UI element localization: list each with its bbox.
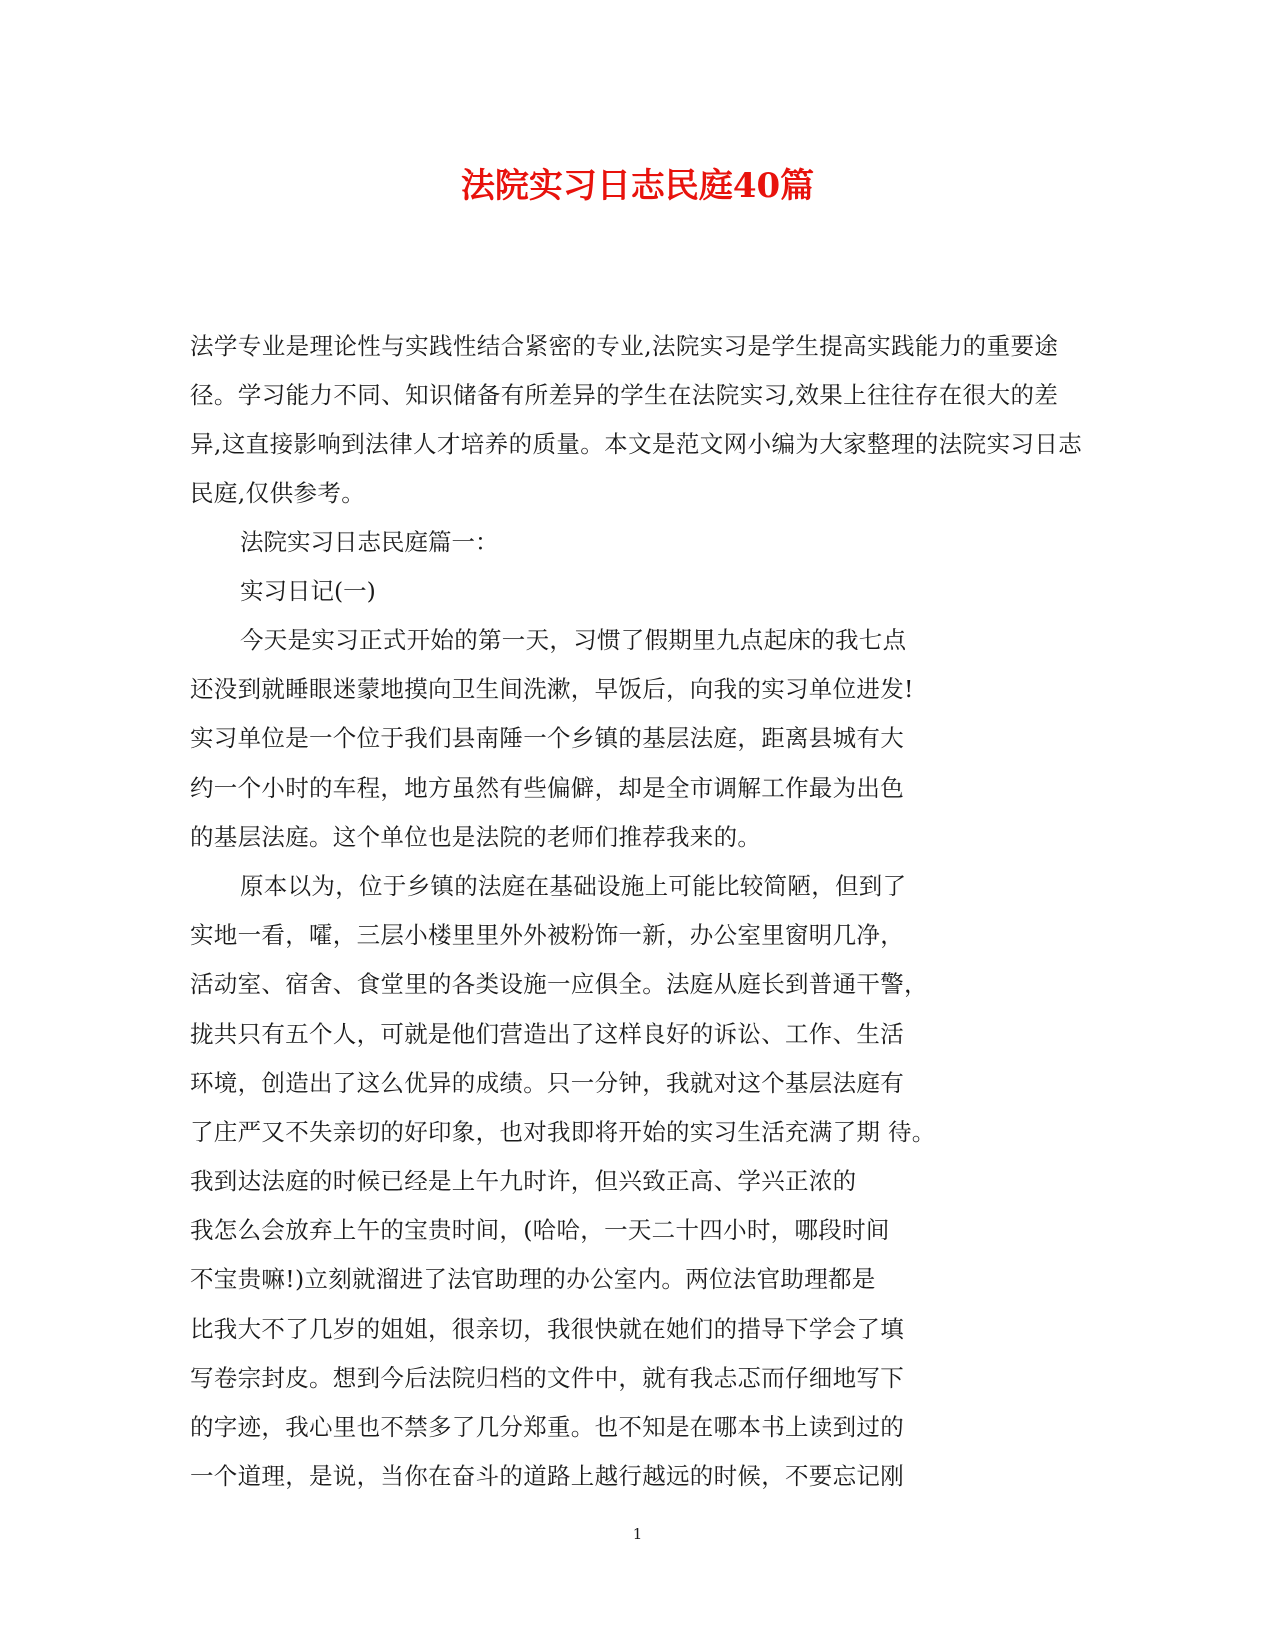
section-heading: 法院实习日志民庭篇一： — [240, 528, 499, 556]
intro-paragraph: 法学专业是理论性与实践性结合紧密的专业,法院实习是学生提高实践能力的重要途径。学习能力不同、知识储备有所差异的学生在法院实习,效果上往往存在很大的差异,这直接影响到法律人才培养的质量。本文是范文网小编为大家整理的法院实习日志民庭,仅供参考。 — [190, 332, 1083, 507]
body-line: 我到达法庭的时候已经是上午九时许，但兴致正高、学兴正浓的 — [190, 1167, 857, 1196]
document-title: 法院实习日志民庭40篇 — [460, 166, 815, 206]
body-line: 今天是实习正式开始的第一天，习惯了假期里九点起床的我七点 — [240, 626, 907, 654]
body-line: 约一个小时的车程，地方虽然有些偏僻，却是全市调解工作最为出色 — [190, 773, 904, 802]
diary-body — [190, 616, 1090, 1501]
body-line: 我怎么会放弃上午的宝贵时间，(哈哈，一天二十四小时，哪段时间 — [190, 1216, 890, 1245]
body-line: 比我大不了几岁的姐姐，很亲切，我很快就在她们的措导下学会了填 — [190, 1314, 904, 1343]
body-line: 环境，创造出了这么优异的成绩。只一分钟，我就对这个基层法庭有 — [190, 1068, 904, 1097]
body-line: 活动室、宿舍、食堂里的各类设施一应俱全。法庭从庭长到普通干警， — [190, 970, 928, 999]
body-line: 原本以为，位于乡镇的法庭在基础设施上可能比较简陋，但到了 — [240, 871, 907, 900]
body-line: 拢共只有五个人，可就是他们营造出了这样良好的诉讼、工作、生活 — [190, 1019, 904, 1048]
body-line: 还没到就睡眼迷蒙地摸向卫生间洗漱，早饭后，向我的实习单位进发! — [190, 675, 914, 704]
body-line: 的字迹，我心里也不禁多了几分郑重。也不知是在哪本书上读到过的 — [190, 1413, 904, 1441]
body-line: 的基层法庭。这个单位也是法院的老师们推荐我来的。 — [190, 822, 762, 851]
body-line: 实地一看，嚯，三层小楼里里外外被粉饰一新，办公室里窗明几净， — [190, 921, 904, 950]
diary-subheading: 实习日记(一) — [240, 577, 376, 605]
body-line: 不宝贵嘛!)立刻就溜进了法官助理的办公室内。两位法官助理都是 — [190, 1265, 876, 1294]
page-number: 1 — [632, 1525, 643, 1543]
body-line: 写卷宗封皮。想到今后法院归档的文件中，就有我忐忑而仔细地写下 — [190, 1363, 904, 1392]
body-line: 了庄严又不失亲切的好印象，也对我即将开始的实习生活充满了期 待。 — [190, 1117, 936, 1146]
body-line: 一个道理，是说，当你在奋斗的道路上越行越远的时候，不要忘记刚 — [190, 1462, 904, 1491]
body-line: 实习单位是一个位于我们县南陲一个乡镇的基层法庭，距离县城有大 — [190, 724, 904, 753]
